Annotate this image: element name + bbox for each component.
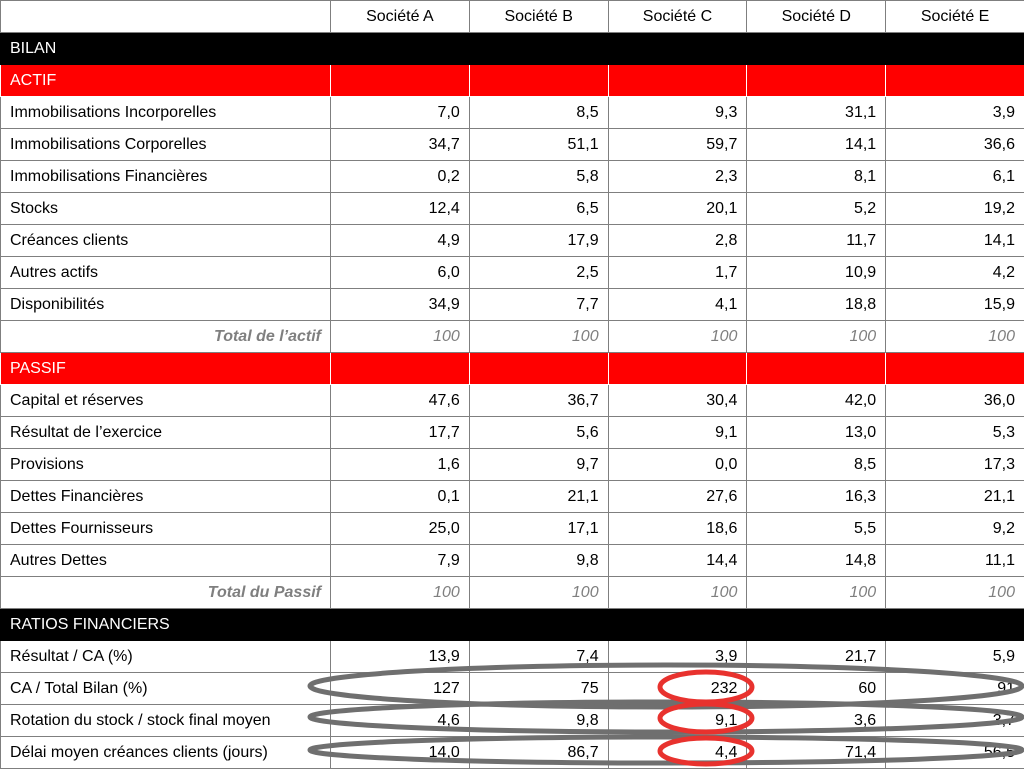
value-cell: 47,6	[331, 385, 470, 417]
section-fill-cell	[469, 33, 608, 65]
section-fill-cell	[469, 609, 608, 641]
row-label: Immobilisations Incorporelles	[1, 97, 331, 129]
table-row-delai-moyen-creances-clients-jours	[1, 737, 1024, 769]
value-cell: 1,6	[331, 449, 470, 481]
value-cell: 11,7	[747, 225, 886, 257]
row-label: Autres actifs	[1, 257, 331, 289]
table-row-autres-actifs	[1, 257, 1024, 289]
row-label: CA / Total Bilan (%)	[1, 673, 331, 705]
value-cell: 36,7	[469, 385, 608, 417]
section-fill-cell	[886, 33, 1024, 65]
value-cell: 100	[331, 321, 470, 353]
value-cell: 4,2	[886, 257, 1024, 289]
value-cell: 5,9	[886, 641, 1024, 673]
value-cell: 4,1	[608, 289, 747, 321]
value-cell: 75	[469, 673, 608, 705]
value-cell: 14,8	[747, 545, 886, 577]
section-fill-cell	[608, 65, 747, 97]
value-cell: 6,0	[331, 257, 470, 289]
value-cell: 6,5	[469, 193, 608, 225]
section-fill-cell	[331, 609, 470, 641]
section-fill-cell	[747, 33, 886, 65]
value-cell: 30,4	[608, 385, 747, 417]
value-cell: 42,0	[747, 385, 886, 417]
value-cell: 1,7	[608, 257, 747, 289]
value-cell: 5,5	[747, 513, 886, 545]
section-fill-cell	[608, 33, 747, 65]
row-label: Autres Dettes	[1, 545, 331, 577]
section-fill-cell	[747, 65, 886, 97]
value-cell: 17,3	[886, 449, 1024, 481]
row-label: BILAN	[1, 33, 331, 65]
value-cell: 5,6	[469, 417, 608, 449]
header-societe-c: Société C	[608, 1, 747, 33]
value-cell: 34,9	[331, 289, 470, 321]
row-label: Immobilisations Corporelles	[1, 129, 331, 161]
value-cell: 0,2	[331, 161, 470, 193]
value-cell: 3,9	[886, 97, 1024, 129]
table-row-creances-clients	[1, 225, 1024, 257]
value-cell: 100	[608, 577, 747, 609]
table-row-stocks	[1, 193, 1024, 225]
value-cell: 18,6	[608, 513, 747, 545]
row-label: Dettes Financières	[1, 481, 331, 513]
row-label: PASSIF	[1, 353, 331, 385]
value-cell: 11,1	[886, 545, 1024, 577]
table-row-immobilisations-financieres	[1, 161, 1024, 193]
row-label: Créances clients	[1, 225, 331, 257]
header-societe-b: Société B	[469, 1, 608, 33]
section-fill-cell	[608, 609, 747, 641]
value-cell: 100	[747, 577, 886, 609]
value-cell: 19,2	[886, 193, 1024, 225]
value-cell: 100	[747, 321, 886, 353]
value-cell: 17,9	[469, 225, 608, 257]
row-label: RATIOS FINANCIERS	[1, 609, 331, 641]
value-cell: 18,8	[747, 289, 886, 321]
header-row	[1, 1, 1024, 33]
value-cell: 3,9	[608, 641, 747, 673]
black-row-ratios-financiers	[1, 609, 1024, 641]
section-fill-cell	[886, 353, 1024, 385]
row-label: Immobilisations Financières	[1, 161, 331, 193]
row-label: Disponibilités	[1, 289, 331, 321]
row-label: Stocks	[1, 193, 331, 225]
header-cell-empty	[1, 1, 331, 33]
value-cell: 3,6	[747, 705, 886, 737]
section-fill-cell	[886, 609, 1024, 641]
value-cell: 5,8	[469, 161, 608, 193]
table-row-immobilisations-corporelles	[1, 129, 1024, 161]
total-row-total-du-passif	[1, 577, 1024, 609]
value-cell: 59,7	[608, 129, 747, 161]
value-cell: 127	[331, 673, 470, 705]
total-row-total-de-l-actif	[1, 321, 1024, 353]
value-cell: 6,1	[886, 161, 1024, 193]
value-cell: 7,7	[469, 289, 608, 321]
value-cell: 2,5	[469, 257, 608, 289]
row-label: Total de l’actif	[1, 321, 331, 353]
value-cell: 0,1	[331, 481, 470, 513]
value-cell: 14,0	[331, 737, 470, 769]
section-fill-cell	[608, 353, 747, 385]
value-cell: 0,0	[608, 449, 747, 481]
header-societe-e: Société E	[886, 1, 1024, 33]
value-cell: 60	[747, 673, 886, 705]
value-cell: 9,2	[886, 513, 1024, 545]
row-label: Rotation du stock / stock final moyen	[1, 705, 331, 737]
header-societe-a: Société A	[331, 1, 470, 33]
value-cell: 9,3	[608, 97, 747, 129]
value-cell: 17,1	[469, 513, 608, 545]
row-label: Résultat / CA (%)	[1, 641, 331, 673]
value-cell: 4,6	[331, 705, 470, 737]
value-cell: 15,9	[886, 289, 1024, 321]
section-fill-cell	[469, 353, 608, 385]
table-row-autres-dettes	[1, 545, 1024, 577]
value-cell: 100	[886, 321, 1024, 353]
section-fill-cell	[331, 33, 470, 65]
row-label: Total du Passif	[1, 577, 331, 609]
value-cell: 21,1	[469, 481, 608, 513]
value-cell: 9,1	[608, 417, 747, 449]
table-row-rotation-du-stock-stock-final-moyen	[1, 705, 1024, 737]
section-fill-cell	[886, 65, 1024, 97]
table-row-capital-et-reserves	[1, 385, 1024, 417]
value-cell: 4,4	[608, 737, 747, 769]
black-row-bilan	[1, 33, 1024, 65]
value-cell: 3,7	[886, 705, 1024, 737]
value-cell: 14,1	[747, 129, 886, 161]
value-cell: 8,1	[747, 161, 886, 193]
value-cell: 100	[886, 577, 1024, 609]
value-cell: 36,0	[886, 385, 1024, 417]
value-cell: 14,1	[886, 225, 1024, 257]
row-label: Résultat de l’exercice	[1, 417, 331, 449]
value-cell: 27,6	[608, 481, 747, 513]
value-cell: 2,3	[608, 161, 747, 193]
value-cell: 86,7	[469, 737, 608, 769]
table-row-resultat-de-l-exercice	[1, 417, 1024, 449]
section-fill-cell	[469, 65, 608, 97]
section-fill-cell	[747, 353, 886, 385]
value-cell: 12,4	[331, 193, 470, 225]
table-row-dettes-financieres	[1, 481, 1024, 513]
value-cell: 4,9	[331, 225, 470, 257]
section-fill-cell	[331, 353, 470, 385]
value-cell: 232	[608, 673, 747, 705]
value-cell: 7,4	[469, 641, 608, 673]
value-cell: 2,8	[608, 225, 747, 257]
value-cell: 91	[886, 673, 1024, 705]
value-cell: 36,6	[886, 129, 1024, 161]
value-cell: 5,3	[886, 417, 1024, 449]
value-cell: 100	[331, 577, 470, 609]
value-cell: 9,7	[469, 449, 608, 481]
table-row-ca-total-bilan	[1, 673, 1024, 705]
row-label: Dettes Fournisseurs	[1, 513, 331, 545]
value-cell: 9,8	[469, 545, 608, 577]
value-cell: 14,4	[608, 545, 747, 577]
value-cell: 31,1	[747, 97, 886, 129]
value-cell: 16,3	[747, 481, 886, 513]
table-row-provisions	[1, 449, 1024, 481]
value-cell: 9,1	[608, 705, 747, 737]
value-cell: 51,1	[469, 129, 608, 161]
value-cell: 9,8	[469, 705, 608, 737]
section-fill-cell	[747, 609, 886, 641]
value-cell: 13,9	[331, 641, 470, 673]
section-fill-cell	[331, 65, 470, 97]
row-label: Délai moyen créances clients (jours)	[1, 737, 331, 769]
table-row-dettes-fournisseurs	[1, 513, 1024, 545]
value-cell: 7,9	[331, 545, 470, 577]
row-label: ACTIF	[1, 65, 331, 97]
header-societe-d: Société D	[747, 1, 886, 33]
table-row-resultat-ca	[1, 641, 1024, 673]
value-cell: 13,0	[747, 417, 886, 449]
value-cell: 100	[469, 321, 608, 353]
value-cell: 21,1	[886, 481, 1024, 513]
value-cell: 25,0	[331, 513, 470, 545]
value-cell: 34,7	[331, 129, 470, 161]
value-cell: 5,2	[747, 193, 886, 225]
row-label: Capital et réserves	[1, 385, 331, 417]
value-cell: 100	[469, 577, 608, 609]
value-cell: 7,0	[331, 97, 470, 129]
value-cell: 20,1	[608, 193, 747, 225]
row-label: Provisions	[1, 449, 331, 481]
value-cell: 21,7	[747, 641, 886, 673]
value-cell: 100	[608, 321, 747, 353]
red-row-actif	[1, 65, 1024, 97]
table-row-immobilisations-incorporelles	[1, 97, 1024, 129]
value-cell: 17,7	[331, 417, 470, 449]
table-row-disponibilites	[1, 289, 1024, 321]
value-cell: 71,4	[747, 737, 886, 769]
red-row-passif	[1, 353, 1024, 385]
value-cell: 10,9	[747, 257, 886, 289]
value-cell: 8,5	[469, 97, 608, 129]
value-cell: 8,5	[747, 449, 886, 481]
value-cell: 56,5	[886, 737, 1024, 769]
